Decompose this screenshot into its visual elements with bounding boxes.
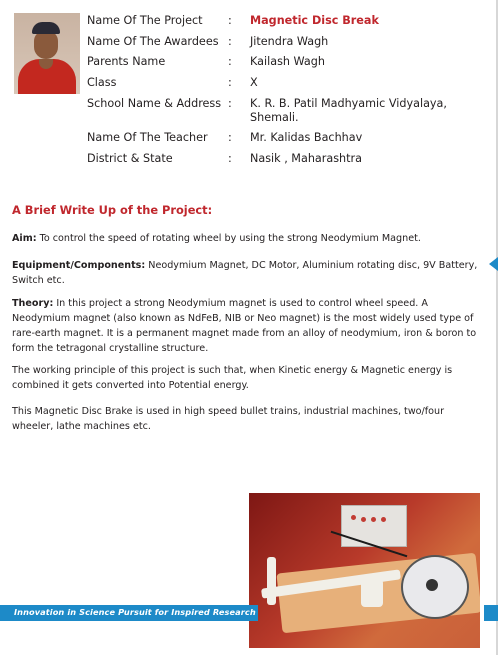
info-colon: :: [228, 131, 232, 144]
equipment-label: Equipment/Components:: [12, 260, 146, 271]
info-label: Name Of The Awardees: [87, 35, 219, 48]
aim-label: Aim:: [12, 233, 37, 244]
equipment-paragraph: [12, 258, 486, 288]
info-label: Parents Name: [87, 55, 166, 68]
project-title: Magnetic Disc Break: [250, 14, 379, 27]
section-heading: A Brief Write Up of the Project:: [12, 203, 213, 217]
info-label: Name Of The Teacher: [87, 131, 208, 144]
info-value: K. R. B. Patil Madhyamic Vidyalaya, Shemali.: [250, 97, 447, 124]
theory-paragraph: [12, 296, 486, 356]
info-label: District & State: [87, 152, 173, 165]
aim-text: To control the speed of rotating wheel by using the strong Neodymium Magnet.: [36, 233, 421, 244]
project-photo: [249, 493, 480, 648]
theory-text: In this project a strong Neodymium magnet is used to control wheel speed. A Neodymium magnet (also known as NdFeB, NIB or Neo magnet) is the most widely used type of rare-earth magnet. It is a permanent magnet made from an alloy of neodymium, iron & boron to form the tetragonal crystalline structure.: [12, 298, 477, 354]
info-colon: :: [228, 14, 232, 27]
aim-paragraph: [12, 231, 486, 246]
theory-label: Theory:: [12, 298, 54, 309]
info-colon: :: [228, 35, 232, 48]
working-paragraph: The working principle of this project is such that, when Kinetic energy & Magnetic energy is combined it gets converted into Potential energy.: [12, 365, 453, 391]
equipment-text: Neodymium Magnet, DC Motor, Aluminium rotating disc, 9V Battery, Switch etc.: [12, 260, 478, 286]
info-colon: :: [228, 97, 232, 110]
info-value: Nasik , Maharashtra: [250, 152, 362, 165]
page-tab-arrow-icon: [489, 257, 498, 271]
info-value: Kailash Wagh: [250, 55, 325, 68]
info-colon: :: [228, 55, 232, 68]
info-colon: :: [228, 76, 232, 89]
info-label: Class: [87, 76, 117, 89]
info-colon: :: [228, 152, 232, 165]
info-label: School Name & Address: [87, 97, 222, 110]
footer-tagline: Innovation in Science Pursuit for Inspired Research: [14, 607, 256, 617]
info-value: Jitendra Wagh: [250, 35, 329, 48]
applications-paragraph: This Magnetic Disc Brake is used in high speed bullet trains, industrial machines, two/four wheeler, lathe machines etc.: [12, 406, 445, 432]
info-value: Mr. Kalidas Bachhav: [250, 131, 363, 144]
awardee-photo: [14, 13, 80, 94]
footer-bar-right: [484, 605, 498, 621]
info-label: Name Of The Project: [87, 14, 203, 27]
info-value: X: [250, 76, 258, 89]
